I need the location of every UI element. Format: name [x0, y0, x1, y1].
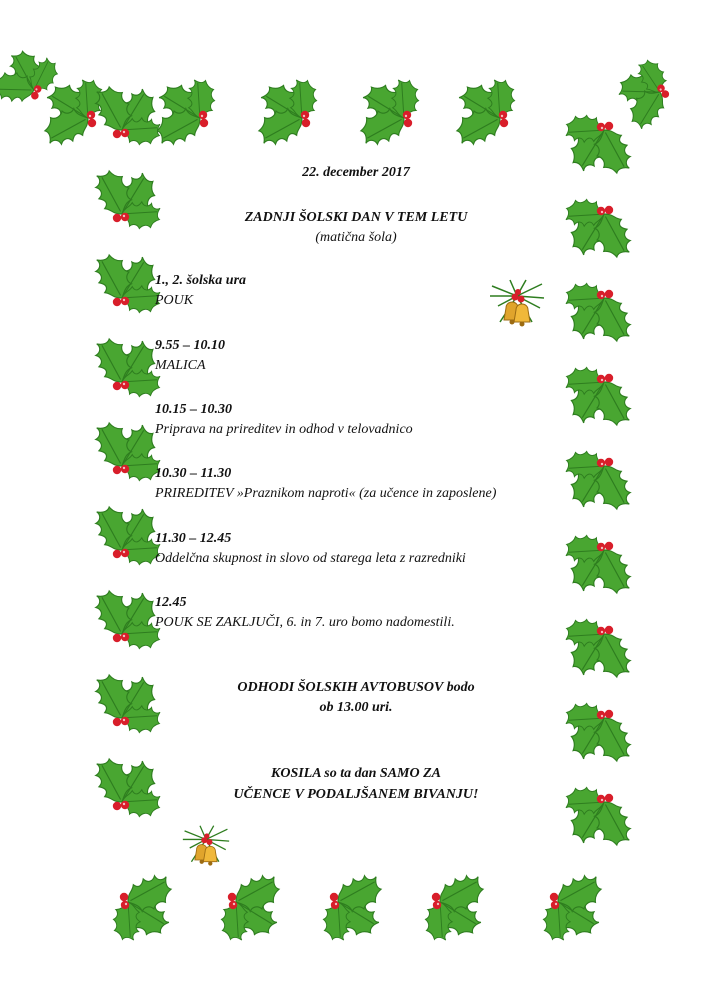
bus-notice-line: ODHODI ŠOLSKIH AVTOBUSOV bodo	[237, 680, 475, 695]
schedule-activity: POUK	[155, 293, 194, 308]
schedule-activity: POUK SE ZAKLJUČI, 6. in 7. uro bomo nadomestili.	[155, 615, 455, 630]
bus-notice-line: ob 13.00 uri.	[319, 700, 393, 715]
schedule-activity: Oddelčna skupnost in slovo od starega leta z razredniki	[155, 551, 466, 566]
date-heading: 22. december 2017	[302, 165, 410, 180]
schedule-time: 10.30 – 11.30	[155, 466, 232, 481]
schedule-time: 10.15 – 10.30	[155, 402, 232, 417]
schedule-time: 11.30 – 12.45	[155, 531, 232, 546]
schedule-activity: MALICA	[155, 358, 206, 373]
schedule-activity: Priprava na prireditev in odhod v telovadnico	[155, 422, 413, 437]
christmas-bells-icon	[488, 278, 546, 334]
schedule-time: 12.45	[155, 595, 187, 610]
christmas-bells-icon	[176, 824, 236, 872]
schedule-time: 9.55 – 10.10	[155, 338, 225, 353]
schedule-time: 1., 2. šolska ura	[155, 273, 247, 288]
lunch-notice-line: UČENCE V PODALJŠANEM BIVANJU!	[233, 787, 479, 802]
page-title: ZADNJI ŠOLSKI DAN V TEM LETU	[244, 210, 468, 225]
schedule-activity: PRIREDITEV »Praznikom naproti« (za učence in zaposlene)	[155, 486, 497, 501]
page-subtitle: (matična šola)	[315, 230, 397, 245]
lunch-notice-line: KOSILA so ta dan SAMO ZA	[271, 766, 441, 781]
